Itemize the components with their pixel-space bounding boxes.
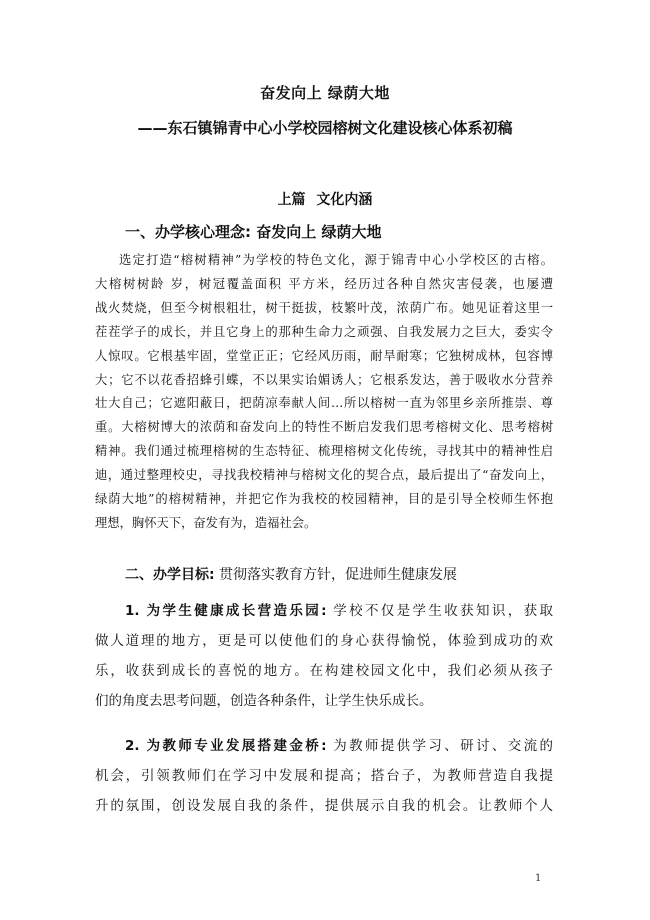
paragraph-line: 战火焚烧，但至今树根粗壮，树干挺拔，枝繁叶茂，浓荫广布。她见证着这里一 bbox=[95, 300, 553, 315]
section2-heading-text: 贯彻落实教育方针，促进师生健康发展 bbox=[214, 567, 458, 583]
page-number: 1 bbox=[535, 873, 542, 884]
goal-item-lead: 2. 为教师专业发展搭建金桥: bbox=[125, 738, 327, 754]
document-title: 奋发向上 绿荫大地 bbox=[260, 84, 390, 102]
section1-paragraph bbox=[95, 249, 553, 536]
section1-heading: 一、办学核心理念: 奋发向上 绿荫大地 bbox=[125, 223, 382, 241]
goal-item-text: 学校不仅是学生收获知识，获取 bbox=[326, 603, 553, 619]
paragraph-line: 理想，胸怀天下，奋发有为，造福社会。 bbox=[95, 515, 317, 530]
paragraph-line: 们的角度去思考问题，创造各种条件，让学生快乐成长。 bbox=[95, 693, 433, 709]
paragraph-line: 茬茬学子的成长，并且它身上的那种生命力之顽强、自我发展力之巨大，委实令 bbox=[95, 324, 553, 339]
goal-item-lead: 1. 为学生健康成长营造乐园: bbox=[125, 603, 327, 619]
paragraph-line: 机会，引领教师们在学习中发展和提高；搭台子，为教师营造自我提 bbox=[95, 768, 553, 784]
part-title: 上篇 文化内涵 bbox=[277, 192, 373, 208]
goal-item-first-line bbox=[95, 596, 553, 626]
paragraph-line: 精神。我们通过梳理榕树的生态特征、梳理榕树文化传统，寻找其中的精神性启 bbox=[95, 444, 553, 459]
paragraph-line: 迪，通过整理校史，寻找我校精神与榕树文化的契合点，最后提出了“奋发向上， bbox=[95, 468, 553, 483]
goal-item-first-line bbox=[95, 731, 553, 761]
section2-heading-lead: 二、办学目标: bbox=[125, 567, 215, 583]
paragraph-line: 大榕树树龄 岁，树冠覆盖面积 平方米，经历过各种自然灾害侵袭，也屡遭 bbox=[95, 276, 553, 291]
paragraph-line: 绿荫大地”的榕树精神，并把它作为我校的校园精神，目的是引导全校师生怀抱 bbox=[95, 492, 553, 507]
paragraph-line: 壮大自己；它遮阳蔽日，把荫凉奉献人间…所以榕树一直为邻里乡亲所推崇、尊 bbox=[95, 396, 553, 411]
goal-item-text: 为教师提供学习、研讨、交流的 bbox=[326, 738, 553, 754]
paragraph-line: 重。大榕树博大的浓荫和奋发向上的特性不断启发我们思考榕树文化、思考榕树 bbox=[95, 420, 553, 435]
section2-heading bbox=[125, 564, 457, 584]
paragraph-line: 做人道理的地方，更是可以使他们的身心获得愉悦，体验到成功的欢 bbox=[95, 633, 553, 649]
paragraph-line: 大；它不以花香招蜂引蝶，不以果实诒媚诱人；它根系发达，善于吸收水分营养 bbox=[95, 372, 553, 387]
paragraph-line: 乐，收获到成长的喜悦的地方。在构建校园文化中，我们必须从孩子 bbox=[95, 663, 553, 679]
paragraph-line: 升的氛围，创设发展自我的条件，提供展示自我的机会。让教师个人 bbox=[95, 798, 553, 814]
document-subtitle: ——东石镇锦青中心小学校园榕树文化建设核心体系初稿 bbox=[137, 119, 513, 137]
goal-item-students bbox=[95, 596, 553, 716]
goal-item-teachers bbox=[95, 731, 553, 821]
paragraph-line: 人惊叹。它根基牢固，堂堂正正；它经风历雨，耐旱耐寒；它独树成林，包容博 bbox=[95, 348, 553, 363]
paragraph-line: 选定打造“榕树精神”为学校的特色文化，源于锦青中心小学校区的古榕。 bbox=[119, 253, 553, 267]
